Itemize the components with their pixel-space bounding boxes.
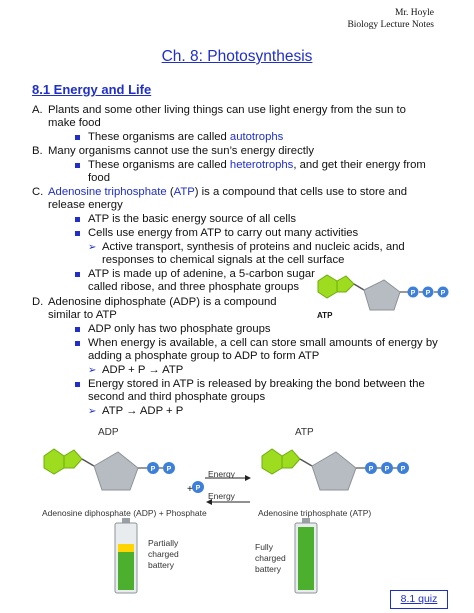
adenine-icon <box>262 449 300 474</box>
heterotrophs-term: heterotrophs <box>229 159 294 171</box>
item-d-line1: Adenosine diphosphate (ADP) is a compound <box>48 296 277 308</box>
atp-term: Adenosine triphosphate <box>48 186 167 198</box>
ribose-icon <box>94 452 138 490</box>
svg-text:P: P <box>150 466 156 473</box>
bullet-icon <box>75 327 80 332</box>
adp-caption: Adenosine diphosphate (ADP) + Phosphate <box>42 508 207 518</box>
atp-figure-label: ATP <box>317 311 333 320</box>
bullet-icon <box>75 382 80 387</box>
item-b-line1: Many organisms cannot use the sun’s energy directly <box>48 145 315 157</box>
adp-to-atp-equation: ADP + P → ATP <box>102 364 184 376</box>
battery-right-label <box>255 542 286 575</box>
energy-out-label: Energy <box>208 491 235 501</box>
item-c-open: ( <box>166 186 174 198</box>
item-d-line2: similar to ATP <box>48 309 117 321</box>
arrow-bullet-icon: ➢ <box>88 365 97 376</box>
item-a-line2: make food <box>48 117 101 129</box>
page-title: Ch. 8: Photosynthesis <box>161 48 313 65</box>
item-d-sub2-line1: When energy is available, a cell can store small amounts of energy by <box>88 337 438 349</box>
battery-right-line1: Fully <box>255 542 273 552</box>
item-c-sub2: Cells use energy from ATP to carry out many activities <box>88 227 359 239</box>
item-c-sub1: ATP is the basic energy source of all cells <box>88 213 297 225</box>
fully-charged-battery-icon <box>294 518 318 594</box>
item-c-line2: release energy <box>48 199 123 211</box>
adenine-icon <box>44 449 82 474</box>
phosphate-icon <box>365 462 377 474</box>
svg-text:P: P <box>440 290 446 297</box>
bullet-icon <box>75 135 80 140</box>
arrow-right-icon <box>245 475 251 481</box>
ribose-icon <box>364 280 400 310</box>
item-b-marker: B. <box>32 145 43 157</box>
svg-text:P: P <box>195 485 201 492</box>
phosphate-icon <box>423 287 434 298</box>
svg-text:P: P <box>166 466 172 473</box>
atp-molecule-figure <box>312 268 457 326</box>
item-d-sub2-line2: adding a phosphate group to ADP to form ATP <box>88 350 320 362</box>
phosphate-icon <box>147 462 159 474</box>
bullet-icon <box>75 217 80 222</box>
svg-text:P: P <box>400 466 406 473</box>
item-d-marker: D. <box>32 296 44 308</box>
item-a-marker: A. <box>32 104 43 116</box>
item-b-sub-rest: , and get their energy from <box>293 159 426 171</box>
arrow-bullet-icon: ➢ <box>88 242 97 253</box>
atp-caption: Adenosine triphosphate (ATP) <box>258 508 372 518</box>
phosphate-icon <box>438 287 449 298</box>
plus-sign: + <box>187 484 193 495</box>
svg-text:P: P <box>384 466 390 473</box>
phosphate-icon <box>163 462 175 474</box>
bullet-icon <box>75 272 80 277</box>
item-b-sub <box>88 159 426 173</box>
energy-in-label: Energy <box>208 469 235 479</box>
adenine-icon <box>318 275 354 298</box>
course-name: Biology Lecture Notes <box>347 20 434 30</box>
battery-left-line1: Partially <box>148 538 179 548</box>
svg-text:P: P <box>425 290 431 297</box>
bullet-icon <box>75 163 80 168</box>
item-c-line1 <box>48 186 407 200</box>
atp-abbr: ATP <box>173 186 195 198</box>
phosphate-icon <box>408 287 419 298</box>
item-d-sub3-line1: Energy stored in ATP is released by breaking the bond between the <box>88 378 425 390</box>
item-d-sub3-line2: second and third phosphate groups <box>88 391 266 403</box>
atp-to-adp-equation: ATP → ADP + P <box>102 405 184 417</box>
phosphate-icon <box>397 462 409 474</box>
atp-figure-label-bottom: ATP <box>295 427 314 438</box>
item-c-marker: C. <box>32 186 44 198</box>
author-name: Mr. Hoyle <box>394 8 434 18</box>
arrow-bullet-icon: ➢ <box>88 406 97 417</box>
partially-charged-battery-icon <box>114 518 138 594</box>
item-c-sub3-line2: called ribose, and three phosphate groups <box>88 281 300 293</box>
item-a-sub-text: These organisms are called <box>88 131 230 143</box>
item-c-sub3-line1: ATP is made up of adenine, a 5-carbon sugar <box>88 268 315 280</box>
ribose-icon <box>312 452 356 490</box>
item-b-sub-text: These organisms are called <box>88 159 230 171</box>
item-c-sub2a-line2: responses to chemical signals at the cell surface <box>102 254 345 266</box>
phosphate-icon <box>192 481 204 493</box>
item-c-rest: ) is a compound that cells use to store and <box>194 186 408 198</box>
item-c-sub2a-line1: Active transport, synthesis of proteins and nucleic acids, and <box>102 241 405 253</box>
item-a-sub <box>88 131 283 145</box>
autotrophs-term: autotrophs <box>229 131 284 143</box>
battery-left-line3: battery <box>148 560 174 570</box>
bullet-icon <box>75 231 80 236</box>
bullet-icon <box>75 341 80 346</box>
svg-text:P: P <box>368 466 374 473</box>
item-a-line1: Plants and some other living things can use light energy from the sun to <box>48 104 406 116</box>
item-b-sub-line2: food <box>88 172 110 184</box>
battery-right-line2: charged <box>255 553 286 563</box>
section-heading: 8.1 Energy and Life <box>32 82 152 97</box>
adp-atp-cycle-figure <box>40 440 450 505</box>
adp-figure-label: ADP <box>98 427 119 438</box>
battery-left-label <box>148 538 179 571</box>
battery-left-line2: charged <box>148 549 179 559</box>
quiz-link[interactable]: 8.1 quiz <box>390 590 448 609</box>
svg-text:P: P <box>410 290 416 297</box>
item-d-sub1: ADP only has two phosphate groups <box>88 323 271 335</box>
battery-right-line3: battery <box>255 564 281 574</box>
phosphate-icon <box>381 462 393 474</box>
